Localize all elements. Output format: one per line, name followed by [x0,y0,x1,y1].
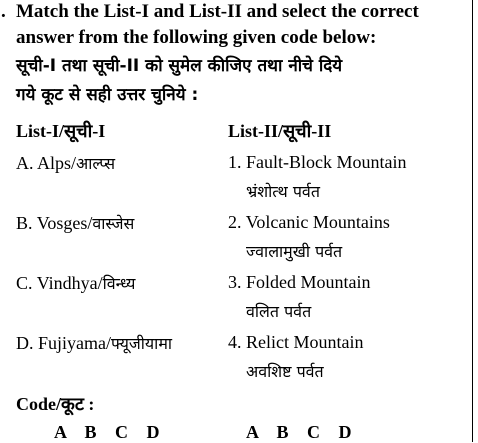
item-english: Vindhya/ [36,273,103,293]
list1-header: List-I/सूची-I [16,121,106,141]
item-hindi: फ्यूजीयामा [111,334,173,353]
item-key: D. [16,333,34,353]
code-columns-left: A B C D [54,422,160,442]
item-key: 4. [228,332,242,352]
list1-item-d [16,332,172,354]
code-columns-right: A B C D [246,422,352,442]
list1-item-a [16,152,115,174]
item-english: Fujiyama/ [38,333,111,353]
question-number: . [1,1,6,22]
list1-item-c [16,272,135,294]
item-key: 1. [228,152,242,172]
item-hindi: आल्प्स [76,154,116,173]
list2-item-1 [228,152,407,173]
question-english-line-1: Match the List-I and List-II and select the correct [16,1,419,22]
item-english: Fault-Block Mountain [246,152,407,172]
item-key: A. [16,153,34,173]
item-key: C. [16,273,33,293]
list2-item-1-hindi: भ्रंशोत्थ पर्वत [246,182,320,201]
code-label: Code/कूट : [16,394,95,414]
item-english: Alps/ [37,153,77,173]
item-key: 3. [228,272,242,292]
item-key: 2. [228,212,242,232]
list2-item-3-hindi: वलित पर्वत [246,302,312,321]
item-key: B. [16,213,33,233]
question-hindi-line-1: सूची-I तथा सूची-II को सुमेल कीजिए तथा नीचे दिये [16,56,343,76]
list2-header: List-II/सूची-II [228,121,332,141]
item-english: Relict Mountain [246,332,364,352]
question-english-line-2: answer from the following given code below: [16,27,377,48]
list1-item-b [16,212,134,234]
item-english: Vosges/ [36,213,93,233]
item-hindi: वास्जेस [92,214,135,233]
item-hindi: विन्ध्य [102,274,136,293]
list2-item-4 [228,332,363,353]
item-english: Folded Mountain [246,272,371,292]
list2-item-3 [228,272,371,293]
list2-item-4-hindi: अवशिष्ट पर्वत [246,362,324,381]
question-hindi-line-2: गये कूट से सही उत्तर चुनिये : [16,85,199,105]
item-english: Volcanic Mountains [245,212,390,232]
list2-item-2 [228,212,390,233]
list2-item-2-hindi: ज्वालामुखी पर्वत [246,242,343,261]
